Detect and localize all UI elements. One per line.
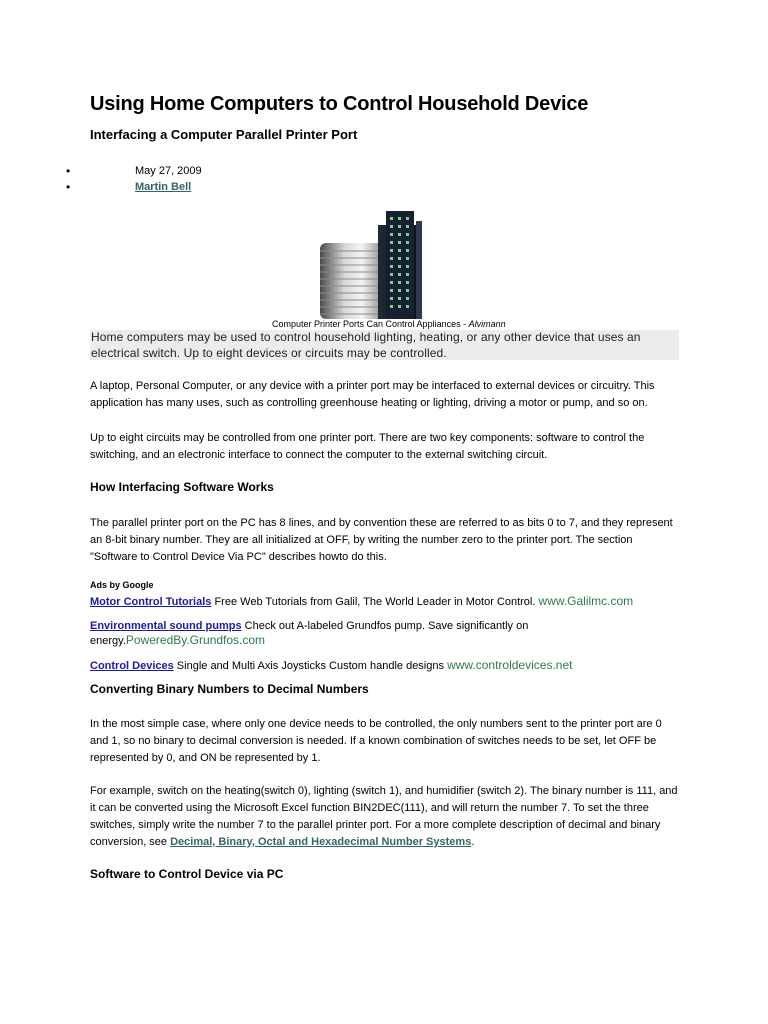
- ad-item: [90, 619, 680, 648]
- ad-title-link[interactable]: Environmental sound pumps: [90, 620, 242, 632]
- bullet-icon: •: [66, 164, 71, 178]
- ad-url-link[interactable]: www.controldevices.net: [447, 658, 573, 672]
- ad-item: [90, 658, 680, 673]
- paragraph-5-text: For example, switch on the heating(switch 0), lighting (switch 1), and humidifier (switch 2). The binary number is 111, and it can be converted using the Microsoft Excel function BIN2DEC(111), and will return the number 7. To set the three switches, simply write the number 7 to the parallel printer port. For a more complete description of decimal and binary conversion, see: [90, 785, 678, 848]
- ad-title-link[interactable]: Control Devices: [90, 660, 174, 672]
- paragraph-3: The parallel printer port on the PC has 8 lines, and by convention these are referred to as bits 0 to 7, and they represent an 8-bit binary number. They are all initialized at OFF, by writing the number zero to the printer port. The section "Software to Control Device Via PC" describes howto do this.: [90, 517, 673, 563]
- bullet-icon: •: [66, 180, 71, 194]
- publish-date: May 27, 2009: [135, 165, 202, 177]
- ad-url-link[interactable]: PoweredBy.Grundfos.com: [125, 633, 266, 647]
- ad-item: [90, 594, 680, 609]
- author-link[interactable]: Martin Bell: [135, 181, 192, 193]
- paragraph-1: A laptop, Personal Computer, or any device with a printer port may be interfaced to external devices or circuitry. This application has many uses, such as controlling greenhouse heating or lighting, driving a motor or pump, and so on.: [90, 380, 655, 409]
- caption-credit: Alvimann: [468, 319, 506, 329]
- heading-binary-conversion: Converting Binary Numbers to Decimal Numbers: [90, 682, 369, 696]
- heading-software-control: Software to Control Device via PC: [90, 867, 284, 881]
- heading-interfacing-software: How Interfacing Software Works: [90, 480, 274, 494]
- article-title: Using Home Computers to Control Household Device: [90, 93, 589, 115]
- article-subtitle: Interfacing a Computer Parallel Printer Port: [90, 127, 358, 142]
- ad-text: Check out A-labeled Grundfos pump. Save significantly on energy.: [90, 620, 529, 647]
- caption-text: Computer Printer Ports Can Control Appliances -: [272, 319, 469, 329]
- figure-caption: [272, 319, 506, 329]
- lead-summary: Home computers may be used to control household lighting, heating, or any other device that uses an electrical switch. Up to eight devices or circuits may be controlled.: [90, 330, 679, 360]
- ad-title-link[interactable]: Motor Control Tutorials: [90, 596, 212, 608]
- ad-text: Free Web Tutorials from Galil, The World Leader in Motor Control.: [211, 596, 539, 608]
- paragraph-4: In the most simple case, where only one device needs to be controlled, the only numbers sent to the printer port are 0 and 1, so no binary to decimal conversion is needed. If a known combination of switches needs to be set, let OFF be represented by 0, and ON be represented by 1.: [90, 718, 662, 764]
- paragraph-5: [90, 783, 680, 851]
- number-systems-link[interactable]: Decimal, Binary, Octal and Hexadecimal Number Systems: [170, 836, 472, 848]
- ad-url-link[interactable]: www.Galilmc.com: [538, 594, 634, 608]
- ads-label: Ads by Google: [90, 580, 154, 590]
- ad-text: Single and Multi Axis Joysticks Custom handle designs: [173, 660, 448, 672]
- paragraph-5-end: .: [471, 836, 475, 848]
- printer-port-photo: [320, 211, 432, 319]
- paragraph-2: Up to eight circuits may be controlled from one printer port. There are two key components: software to control the switching, and an electronic interface to connect the computer to the external switching circuit.: [90, 432, 645, 461]
